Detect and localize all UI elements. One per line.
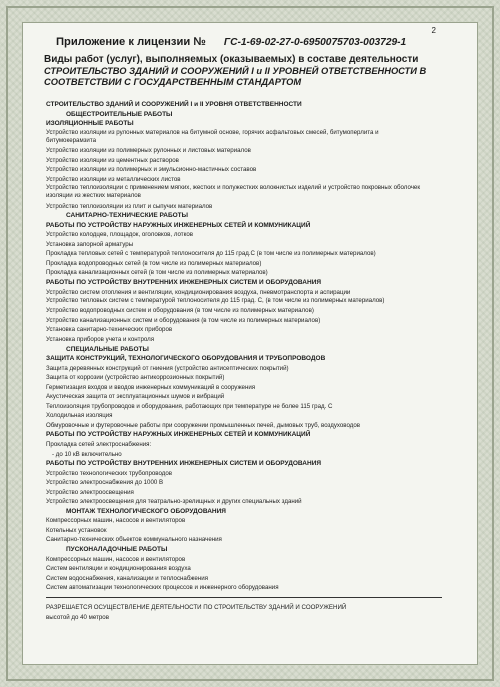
work-item: Устройство колодцев, площадок, оголовков, лотков [46,231,194,239]
work-item: Систем водоснабжения, канализации и теплоснабжения [46,574,208,582]
work-item: Акустическая защита от эксплуатационных шумов и вибраций [46,393,225,401]
work-item: Устройство электроосвещения для театрально-зрелищных и других специальных зданий [46,498,302,506]
works-list [42,100,452,593]
section-heading: ПУСКОНАЛАДОЧНЫЕ РАБОТЫ [66,545,168,553]
section-heading: ИЗОЛЯЦИОННЫЕ РАБОТЫ [46,120,134,128]
appendix-label: Приложение к лицензии № [56,36,206,48]
section-heading: МОНТАЖ ТЕХНОЛОГИЧЕСКОГО ОБОРУДОВАНИЯ [66,507,226,515]
section-heading: ЗАЩИТА КОНСТРУКЦИЙ, ТЕХНОЛОГИЧЕСКОГО ОБОРУДОВАНИЯ И ТРУБОПРОВОДОВ [46,355,326,363]
work-item: Защита деревянных конструкций от гниения (устройство антисептических покрытий) [46,364,289,372]
work-item: Прокладка водопроводных сетей (в том числе из полимерных материалов) [46,259,262,267]
activity-title-line1: СТРОИТЕЛЬСТВО ЗДАНИЙ И СООРУЖЕНИЙ I и II УРОВНЕЙ ОТВЕТСТВЕННОСТИ В [44,66,427,76]
work-item: Систем автоматизации технологических процессов и инженерного оборудования [46,584,279,592]
height-limit-text: высотой до 40 метров [46,613,109,621]
work-item: Защита от коррозии (устройство антикоррозионных покрытий) [46,374,225,382]
work-item: Устройство канализационных систем и оборудования (в том числе из полимерных материалов) [46,316,321,324]
work-item: Прокладка тепловых сетей с температурой теплоносителя до 115 град.С (в том числе из полимерных материалов) [46,250,376,258]
footer-divider [46,597,442,598]
work-item: Устройство электроснабжения до 1000 В [46,479,164,487]
work-item: Прокладка сетей электроснабжения: [46,440,152,448]
section-heading: СПЕЦИАЛЬНЫЕ РАБОТЫ [66,345,149,353]
work-item: Прокладка канализационных сетей (в том числе из полимерных материалов) [46,269,268,277]
work-item: Холодильная изоляция [46,412,113,420]
work-item: Систем вентиляции и кондиционирования воздуха [46,565,191,573]
work-item: Теплоизоляция трубопроводов и оборудования, работающих при температуре не более 115 град. С [46,402,333,410]
section-heading: ОБЩЕСТРОИТЕЛЬНЫЕ РАБОТЫ [66,110,173,118]
section-heading: СТРОИТЕЛЬСТВО ЗДАНИЙ И СООРУЖЕНИЙ I и II УРОВНЯ ОТВЕТСТВЕННОСТИ [46,101,302,108]
work-item: Устройство изоляции из цементных растворов [46,156,179,164]
work-item: Компрессорных машин, насосов и вентиляторов [46,517,186,525]
work-item: Устройство электроосвещения [46,488,134,496]
work-item: Установка санитарно-технических приборов [46,326,173,334]
work-item: Санитарно-технических объектов коммунального назначения [46,536,222,544]
work-item: Устройство изоляции из полимерных и эмульсионно-мастичных составов [46,166,257,174]
section-heading: РАБОТЫ ПО УСТРОЙСТВУ ВНУТРЕННИХ ИНЖЕНЕРНЫХ СИСТЕМ И ОБОРУДОВАНИЯ [46,460,322,468]
document-title: Виды работ (услуг), выполняемых (оказываемых) в составе деятельности [44,54,419,65]
work-item: Обмуровочные и футеровочные работы при сооружении промышленных печей, дымовых труб, воздуховодов [46,421,361,429]
section-heading: РАБОТЫ ПО УСТРОЙСТВУ ВНУТРЕННИХ ИНЖЕНЕРНЫХ СИСТЕМ И ОБОРУДОВАНИЯ [46,279,322,287]
work-item: - до 10 кВ включительно [52,450,122,458]
work-item: Устройство теплоизоляции из плит и сыпучих материалов [46,202,213,210]
work-item: Устройство изоляции из полимерных рулонных и листовых материалов [46,147,251,155]
work-item: Устройство теплоизоляции с применением мягких, жестких и полужестких волокнистых изделий и устройство покровных оболочек изоляции из жестких материалов [46,184,421,200]
work-item: Устройство изоляции из металлических листов [46,175,181,183]
work-item: Котельных установок [46,526,107,534]
section-heading: САНИТАРНО-ТЕХНИЧЕСКИЕ РАБОТЫ [66,212,189,220]
work-item: Устройство тепловых систем с температурой теплоносителя до 115 град. С, (в том числе из полимерных материалов) [46,297,385,305]
document-content [42,36,452,623]
work-item: Устройство изоляции из рулонных материалов на битумной основе, горячих асфальтовых смесей, битумоперлита и битумокерамзита [46,128,379,144]
license-number: ГС-1-69-02-27-0-6950075703-003729-1 [223,37,407,48]
work-item: Устройство водопроводных систем и оборудования (в том числе из полимерных материалов) [46,307,314,315]
permission-text: РАЗРЕШАЕТСЯ ОСУЩЕСТВЛЕНИЕ ДЕЯТЕЛЬНОСТИ ПО СТРОИТЕЛЬСТВУ ЗДАНИЙ И СООРУЖЕНИЙ [46,603,347,611]
work-item: Установка запорной арматуры [46,240,134,248]
page-number: 2 [431,26,436,35]
license-header [42,36,452,48]
work-item: Устройство систем отопления и вентиляции, кондиционирования воздуха, пневмотранспорта и аспирации [46,288,351,296]
work-item: Герметизация входов и вводов инженерных коммуникаций в сооружения [46,383,256,391]
section-heading: РАБОТЫ ПО УСТРОЙСТВУ НАРУЖНЫХ ИНЖЕНЕРНЫХ СЕТЕЙ И КОММУНИКАЦИЙ [46,221,311,229]
work-item: Компрессорных машин, насосов и вентиляторов [46,555,186,563]
work-item: Устройство технологических трубопроводов [46,469,173,477]
activity-title-line2: СООТВЕТСТВИИ С ГОСУДАРСТВЕННЫМ СТАНДАРТОМ [44,77,302,87]
work-item: Установка приборов учета и контроля [46,335,155,343]
section-heading: РАБОТЫ ПО УСТРОЙСТВУ НАРУЖНЫХ ИНЖЕНЕРНЫХ СЕТЕЙ И КОММУНИКАЦИЙ [46,431,311,439]
